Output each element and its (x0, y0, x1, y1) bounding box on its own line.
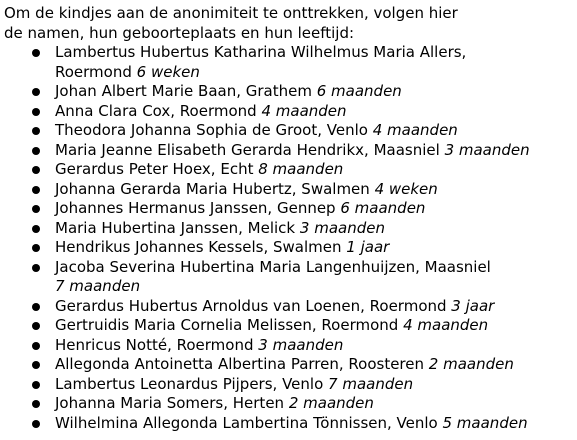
bullet-icon (32, 127, 40, 135)
bullet-icon (32, 166, 40, 174)
list-item (4, 43, 577, 82)
bullet-icon (32, 147, 40, 155)
child-name-place: Wilhelmina Allegonda Lambertina Tönnissen, Venlo (55, 413, 443, 432)
list-item (4, 355, 577, 375)
list-item (4, 414, 577, 434)
bullet-icon (32, 186, 40, 194)
child-age: 4 maanden (372, 121, 458, 139)
child-name-place: Anna Clara Cox, Roermond (55, 101, 262, 120)
child-age: 2 maanden (428, 355, 514, 373)
child-name-place: Gerardus Peter Hoex, Echt (55, 160, 259, 178)
child-age: 6 maanden (316, 82, 402, 100)
list-item (4, 141, 577, 161)
list-item (4, 336, 577, 356)
bullet-icon (32, 303, 40, 311)
child-age: 7 maanden (328, 374, 414, 393)
list-item (4, 102, 577, 122)
bullet-icon (32, 400, 40, 408)
child-name-place: Gertruidis Maria Cornelia Melissen, Roermond (55, 316, 404, 334)
child-age: 3 maanden (299, 218, 385, 237)
bullet-icon (32, 322, 40, 330)
list-item (4, 82, 577, 102)
child-name-place: Johannes Hermanus Janssen, Gennep (55, 199, 341, 217)
child-age: 6 weken (136, 62, 200, 81)
bullet-icon (32, 88, 40, 96)
list-item (4, 121, 577, 141)
list-item (4, 238, 577, 258)
list-item (4, 394, 577, 414)
child-age: 4 maanden (403, 316, 489, 334)
child-age: 5 maanden (442, 413, 528, 432)
child-age: 8 maanden (258, 160, 344, 178)
child-age: 4 weken (374, 179, 438, 198)
child-name-place: Johan Albert Marie Baan, Grathem (55, 82, 317, 100)
child-age: 3 maanden (258, 335, 344, 354)
bullet-icon (32, 244, 40, 252)
bullet-icon (32, 361, 40, 369)
bullet-icon (32, 205, 40, 213)
child-name-place: Lambertus Hubertus Katharina Wilhelmus Maria Allers, Roermond (55, 43, 467, 81)
child-age: 4 maanden (261, 101, 347, 120)
list-item (4, 180, 577, 200)
bullet-icon (32, 49, 40, 57)
child-name-place: Lambertus Leonardus Pijpers, Venlo (55, 374, 329, 393)
bullet-icon (32, 108, 40, 116)
child-name-place: Maria Jeanne Elisabeth Gerarda Hendrikx, Maasniel (55, 140, 445, 159)
child-age: 2 maanden (288, 394, 374, 412)
list-item (4, 297, 577, 317)
list-item (4, 199, 577, 219)
bullet-icon (32, 381, 40, 389)
list-item (4, 316, 577, 336)
child-age: 3 jaar (451, 296, 495, 315)
child-age: 6 maanden (340, 199, 426, 217)
bullet-icon (32, 420, 40, 428)
child-name-place: Hendrikus Johannes Kessels, Swalmen (55, 238, 347, 256)
child-name-place: Maria Hubertina Janssen, Melick (55, 218, 300, 237)
child-name-place: Gerardus Hubertus Arnoldus van Loenen, Roermond (55, 296, 452, 315)
children-list (4, 43, 577, 433)
child-age: 7 maanden (55, 277, 141, 295)
bullet-icon (32, 225, 40, 233)
child-name-place: Johanna Maria Somers, Herten (55, 394, 289, 412)
intro-paragraph: Om de kindjes aan de anonimiteit te onttrekken, volgen hier de namen, hun geboorteplaats en hun leeftijd: (4, 4, 458, 42)
list-item (4, 219, 577, 239)
child-name-place: Johanna Gerarda Maria Hubertz, Swalmen (55, 179, 375, 198)
list-item (4, 160, 577, 180)
bullet-icon (32, 342, 40, 350)
child-age: 1 jaar (346, 238, 390, 256)
child-name-place: Henricus Notté, Roermond (55, 335, 259, 354)
list-item (4, 258, 577, 297)
child-name-place: Theodora Johanna Sophia de Groot, Venlo (55, 121, 373, 139)
child-name-place: Allegonda Antoinetta Albertina Parren, Roosteren (55, 355, 429, 373)
list-item (4, 375, 577, 395)
child-age: 3 maanden (444, 140, 530, 159)
bullet-icon (32, 264, 40, 272)
child-name-place: Jacoba Severina Hubertina Maria Langenhuijzen, Maasniel (55, 257, 491, 276)
